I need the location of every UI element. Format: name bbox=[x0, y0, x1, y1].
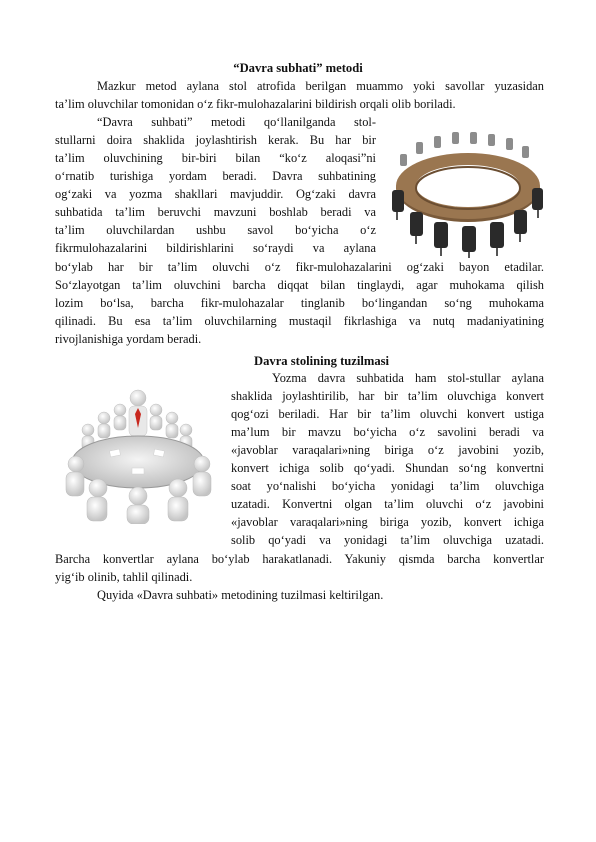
paragraph-line: o‘rnatib turishiga yordam beradi. Davra suhbatining bbox=[55, 169, 376, 183]
paragraph-line: bo‘ylab har bir ta’lim oluvchi o‘z fikr-mulohazalarini og‘zaki bayon etadilar. bbox=[55, 260, 544, 274]
paragraph-line: Mazkur metod aylana stol atrofida berilgan muammo yoki savollar yuzasidan bbox=[97, 79, 544, 93]
paragraph-line: “Davra suhbati” metodi qo‘llanilganda stol- bbox=[97, 115, 376, 129]
section-title-davra-stolining-tuzilmasi: Davra stolining tuzilmasi bbox=[254, 354, 390, 368]
paragraph-line: fikrmulohazalarini bildirishlarini so‘raydi va aylana bbox=[55, 241, 376, 255]
paragraph-line: rivojlanishiga yordam beradi. bbox=[55, 332, 202, 346]
paragraph-line: «javoblar varaqalari»ning biriga yozib, konvert ichiga bbox=[231, 515, 544, 529]
paragraph-line: stullarni doira shaklida joylashtirish kerak. Bu har bir bbox=[55, 133, 376, 147]
paragraph-line: yig‘ib olinib, tahlil qilinadi. bbox=[55, 570, 193, 584]
paragraph-line: ta’lim oluvchilar tomonidan o‘z fikr-mulohazalarini bildirish orqali olib boriladi. bbox=[55, 97, 456, 111]
paragraph-line: Barcha konvertlar aylana bo‘ylab harakatlanadi. Yakuniy qismda barcha konvertlar bbox=[55, 552, 544, 566]
paragraph-line: qog‘ozi beriladi. Har bir ta’lim oluvchi konvert ustiga bbox=[231, 407, 544, 421]
paragraph-line: lozim bo‘lsa, barcha fikr-mulohazalar tinglanib bo‘lingandan so‘ng muhokama bbox=[55, 296, 544, 310]
paragraph-line: og‘zaki va yozma shakllari mavjuddir. Og‘zaki davra bbox=[55, 187, 376, 201]
paragraph-line: Quyida «Davra suhbati» metodining tuzilmasi keltirilgan. bbox=[97, 588, 384, 602]
paragraph-line: suhbatida ta’lim beruvchi mavzuni boshlab beradi va bbox=[55, 205, 376, 219]
paragraph-line: ma’lum bir mavzu bo‘yicha o‘z savolini beradi va bbox=[231, 425, 544, 439]
paragraph-line: shaklida joylashtirilib, har bir ta’lim oluvchiga konvert bbox=[231, 389, 544, 403]
paragraph-line: ta’lim oluvchining bir-biri bilan “ko‘z aloqasi”ni bbox=[55, 151, 376, 165]
round-table-chairs-image bbox=[392, 132, 543, 258]
paragraph-line: uzatadi. Konvertni olgan ta’lim oluvchi o‘z javobini bbox=[231, 497, 544, 511]
paragraph-line: ta’lim oluvchilardan ushbu savol bo‘yicha o‘z bbox=[55, 223, 376, 237]
paragraph-line: So‘zlayotgan ta’lim oluvchini barcha diqqat bilan tinglaydi, agar muhokama qilish bbox=[55, 278, 544, 292]
paragraph-line: konvert ichiga solib qo‘yadi. Shundan so‘ng konvertni bbox=[231, 461, 544, 475]
paragraph-line: soat yo‘nalishi bo‘yicha yonidagi ta’lim oluvchiga bbox=[231, 479, 544, 493]
round-table-photo bbox=[386, 120, 546, 258]
paragraph-line: «javoblar varaqalari»ning biriga o‘z javobini yozib, bbox=[231, 443, 544, 457]
paragraph-line: Yozma davra suhbatida ham stol-stullar aylana bbox=[272, 371, 544, 385]
paragraph-line: qilinadi. Bu esa ta’lim oluvchilarning mustaqil fikrlashiga va nutq madaniyatining bbox=[55, 314, 544, 328]
people-conference-table-image bbox=[58, 384, 218, 524]
section-title-davra-subhati: “Davra subhati” metodi bbox=[233, 61, 363, 75]
paragraph-line: solib qo‘yadi va yonidagi ta’lim oluvchiga uzatadi. bbox=[231, 533, 544, 547]
